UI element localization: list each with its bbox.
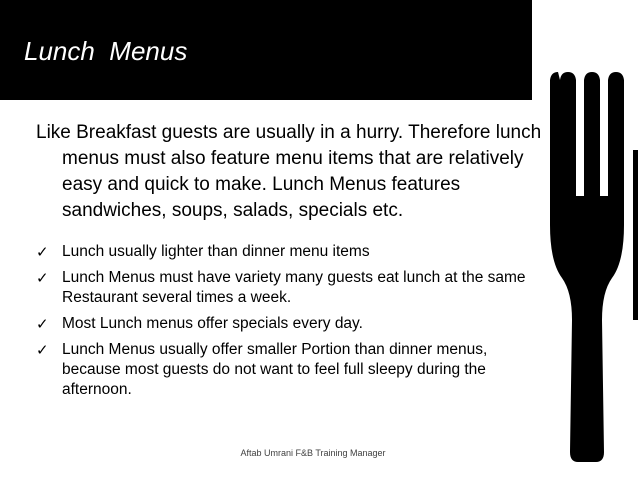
footer (0, 448, 638, 458)
list-item (36, 242, 544, 262)
bullet-list (36, 242, 544, 400)
check-mark-icon: ✓ (36, 341, 49, 359)
title-bar (0, 0, 532, 100)
check-mark-icon: ✓ (36, 315, 49, 333)
slide-title: Lunch Menus (24, 36, 188, 66)
slide-content (36, 120, 544, 406)
bullet-text: Most Lunch menus offer specials every day. (62, 315, 363, 332)
check-mark-icon: ✓ (36, 269, 49, 287)
fork-panel (532, 0, 638, 479)
fork-icon (532, 0, 638, 479)
bullet-text: Lunch Menus usually offer smaller Portion than dinner menus, because most guests do not want to feel full sleepy during the afternoon. (62, 341, 488, 398)
bullet-text: Lunch Menus must have variety many guests eat lunch at the same Restaurant several times a week. (62, 269, 526, 306)
check-mark-icon: ✓ (36, 243, 49, 261)
bullet-text: Lunch usually lighter than dinner menu items (62, 243, 370, 260)
list-item (36, 314, 544, 334)
list-item (36, 340, 544, 400)
list-item (36, 268, 544, 308)
intro-paragraph: Like Breakfast guests are usually in a hurry. Therefore lunch menus must also feature menu items that are relatively easy and quick to make. Lunch Menus features sandwiches, soups, salads, specials etc. (36, 122, 542, 221)
footer-text: Aftab Umrani F&B Training Manager (240, 448, 386, 458)
